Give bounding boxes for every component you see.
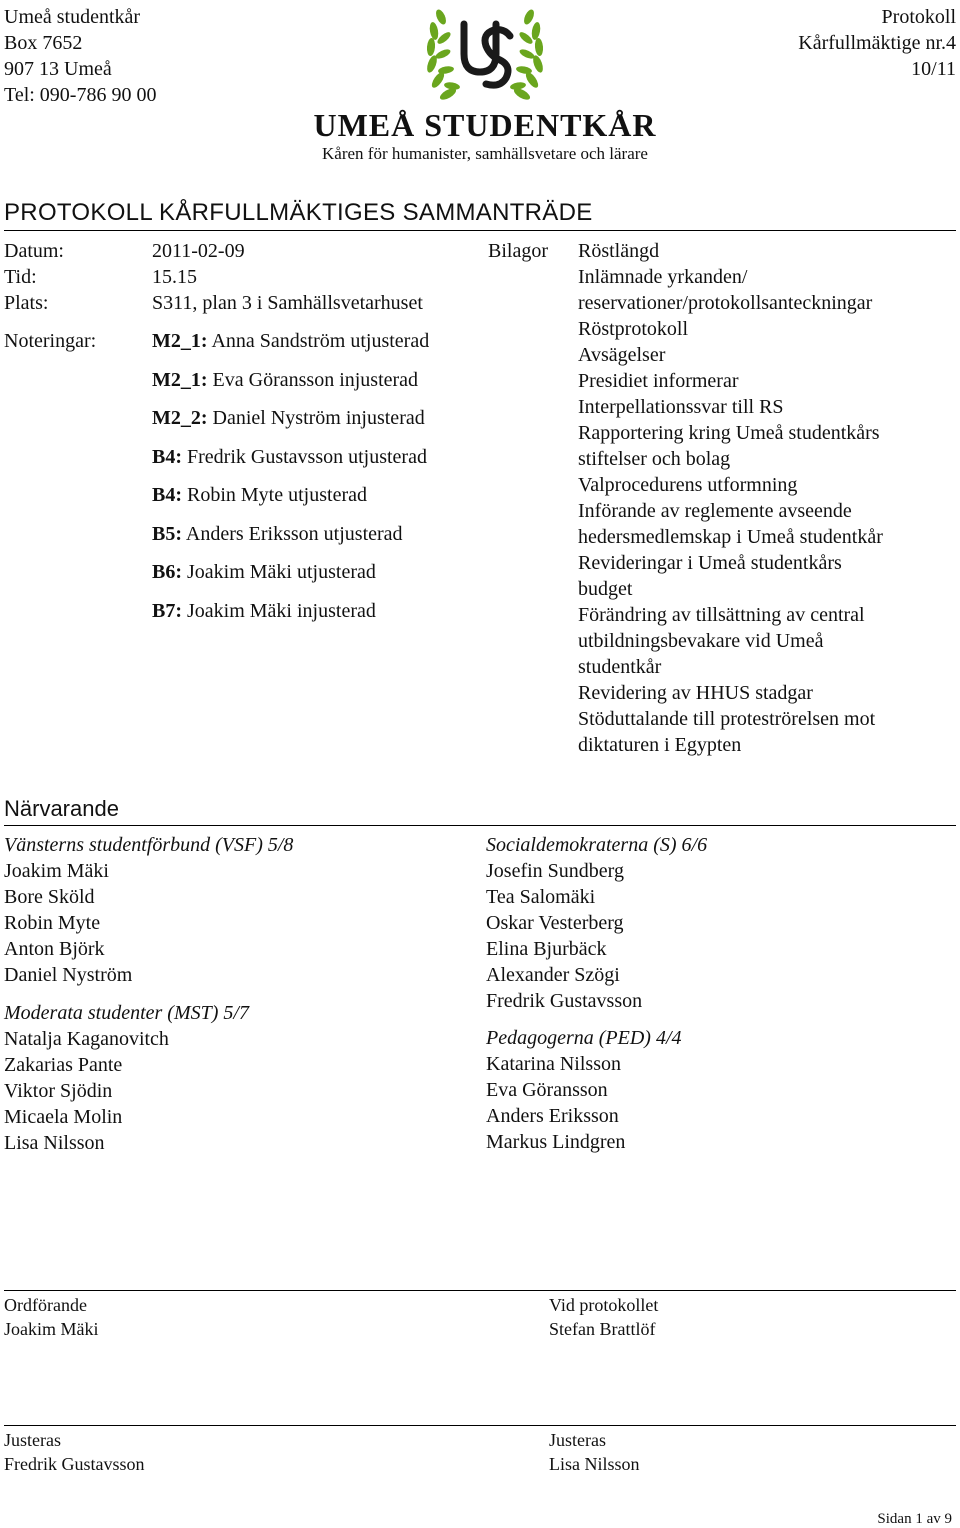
bilagor-label: Bilagor — [488, 240, 548, 262]
member-name: Alexander Szögi — [486, 964, 620, 986]
signature-ordforande — [4, 1293, 99, 1341]
bilaga-line: Revideringar i Umeå studentkårs — [578, 552, 842, 574]
page-title: PROTOKOLL KÅRFULLMÄKTIGES SAMMANTRÄDE — [4, 199, 593, 226]
member-name: Joakim Mäki — [4, 860, 109, 882]
note-item: B4: Robin Myte utjusterad — [152, 484, 367, 506]
bilaga-line: Inlämnade yrkanden/ — [578, 266, 748, 288]
signature-role: Ordförande — [4, 1295, 87, 1315]
org-box: Box 7652 — [4, 32, 83, 54]
signature-role: Justeras — [549, 1430, 606, 1450]
datum-label: Datum: — [4, 240, 64, 262]
org-address — [4, 4, 156, 108]
logo — [300, 2, 670, 167]
member-name: Oskar Vesterberg — [486, 912, 624, 934]
note-item: B4: Fredrik Gustavsson utjusterad — [152, 445, 427, 468]
member-name: Daniel Nyström — [4, 964, 133, 986]
bilaga-line: Stöduttalande till proteströrelsen mot — [578, 708, 876, 730]
signature-name: Stefan Brattlöf — [549, 1319, 656, 1339]
org-name: Umeå studentkår — [4, 6, 141, 28]
bilaga-line: Valprocedurens utformning — [578, 474, 798, 496]
bilaga-line: Röstlängd — [578, 240, 660, 262]
doc-meta — [798, 4, 956, 82]
bilaga-line: budget — [578, 578, 633, 600]
group-s — [486, 832, 707, 1014]
member-name: Zakarias Pante — [4, 1054, 123, 1076]
plats-label: Plats: — [4, 292, 49, 314]
member-name: Micaela Molin — [4, 1106, 123, 1128]
doc-type: Protokoll — [881, 6, 956, 28]
member-name: Josefin Sundberg — [486, 860, 624, 882]
plats-value: S311, plan 3 i Samhällsvetarhuset — [152, 292, 423, 314]
member-name: Natalja Kaganovitch — [4, 1028, 169, 1050]
bilaga-line: Förändring av tillsättning av central — [578, 604, 865, 626]
bilaga-line: Rapportering kring Umeå studentkårs — [578, 422, 880, 444]
tid-value: 15.15 — [152, 266, 197, 288]
bilaga-line: Interpellationssvar till RS — [578, 396, 784, 418]
bilagor-list — [578, 238, 883, 758]
note-item: M2_1: Eva Göransson injusterad — [152, 368, 419, 391]
laurel-logo-icon — [300, 2, 670, 106]
noteringar-label: Noteringar: — [4, 330, 97, 352]
bilaga-line: diktaturen i Egypten — [578, 734, 742, 756]
narvarande-rule — [4, 825, 956, 826]
logo-subtitle: Kåren för humanister, samhällsvetare och lärare — [322, 144, 648, 163]
note-item: B5: Anders Eriksson utjusterad — [152, 522, 403, 545]
note-item: B6: Joakim Mäki utjusterad — [152, 561, 376, 583]
signature-role: Vid protokollet — [549, 1295, 659, 1315]
bilaga-line: stiftelser och bolag — [578, 448, 731, 470]
signature-name: Fredrik Gustavsson — [4, 1454, 145, 1474]
bilaga-line: Avsägelser — [578, 344, 666, 366]
org-city: 907 13 Umeå — [4, 58, 112, 80]
logo-title: UMEÅ STUDENTKÅR — [313, 107, 657, 143]
group-ped — [486, 1025, 682, 1155]
party-name: Moderata studenter (MST) 5/7 — [4, 1002, 249, 1024]
member-name: Eva Göransson — [486, 1079, 608, 1101]
narvarande-title: Närvarande — [4, 796, 119, 821]
party-name: Socialdemokraterna (S) 6/6 — [486, 834, 708, 856]
signature-name: Lisa Nilsson — [549, 1454, 640, 1474]
bilaga-line: Röstprotokoll — [578, 318, 689, 340]
doc-period: 10/11 — [911, 58, 956, 80]
note-item: M2_1: Anna Sandström utjusterad — [152, 330, 430, 352]
signature-rule-1 — [4, 1290, 956, 1291]
org-phone: Tel: 090-786 90 00 — [4, 84, 157, 106]
member-name: Fredrik Gustavsson — [486, 990, 643, 1012]
heading-rule — [4, 230, 956, 231]
signature-justeras-2 — [549, 1428, 640, 1476]
signature-name: Joakim Mäki — [4, 1319, 99, 1339]
member-name: Lisa Nilsson — [4, 1132, 105, 1154]
group-mst — [4, 1000, 249, 1156]
doc-meeting: Kårfullmäktige nr.4 — [798, 32, 956, 54]
member-name: Katarina Nilsson — [486, 1053, 621, 1075]
party-name: Pedagogerna (PED) 4/4 — [486, 1027, 682, 1049]
bilaga-line: studentkår — [578, 656, 662, 678]
noteringar-list — [152, 328, 429, 636]
member-name: Anders Eriksson — [486, 1105, 619, 1127]
member-name: Markus Lindgren — [486, 1131, 626, 1153]
bilaga-line: utbildningsbevakare vid Umeå — [578, 630, 824, 652]
signature-protokoll — [549, 1293, 658, 1341]
member-name: Anton Björk — [4, 938, 105, 960]
page-number: Sidan 1 av 9 — [877, 1511, 952, 1527]
bilaga-line: reservationer/protokollsanteckningar — [578, 292, 873, 314]
signature-role: Justeras — [4, 1430, 61, 1450]
signature-rule-2 — [4, 1425, 956, 1426]
note-item: B7: Joakim Mäki injusterad — [152, 599, 376, 622]
group-vsf — [4, 832, 293, 988]
bilaga-line: Presidiet informerar — [578, 370, 739, 392]
datum-value: 2011-02-09 — [152, 240, 245, 262]
member-name: Robin Myte — [4, 912, 101, 934]
member-name: Tea Salomäki — [486, 886, 596, 908]
signature-justeras-1 — [4, 1428, 145, 1476]
bilaga-line: Införande av reglemente avseende — [578, 500, 852, 522]
bilaga-line: hedersmedlemskap i Umeå studentkår — [578, 526, 883, 548]
party-name: Vänsterns studentförbund (VSF) 5/8 — [4, 834, 294, 856]
member-name: Viktor Sjödin — [4, 1080, 113, 1102]
note-item: M2_2: Daniel Nyström injusterad — [152, 407, 425, 429]
tid-label: Tid: — [4, 266, 37, 288]
member-name: Elina Bjurbäck — [486, 938, 607, 960]
bilaga-line: Revidering av HHUS stadgar — [578, 682, 813, 704]
member-name: Bore Sköld — [4, 886, 95, 908]
